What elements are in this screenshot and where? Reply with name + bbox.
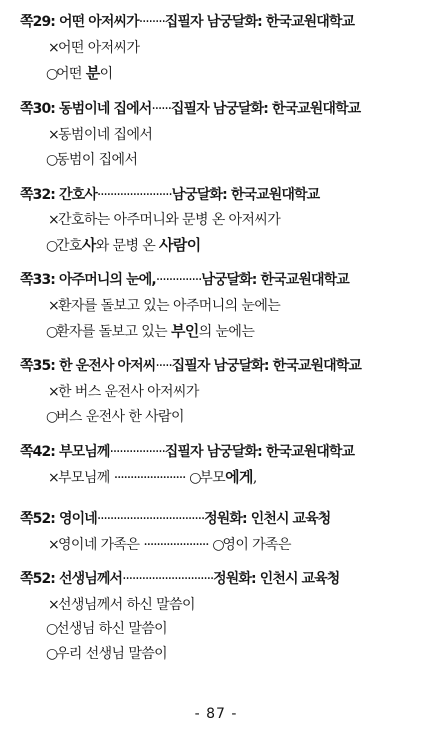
correct-text: 버스 운전사 한 사람이: [56, 409, 184, 425]
page-number: - 87 -: [194, 706, 238, 722]
entry-affiliation: 한국교원대학교: [265, 444, 355, 460]
dot-leader: ····················: [143, 537, 209, 553]
incorrect-line: [48, 39, 139, 57]
correct-text: 와 문병 온: [95, 238, 159, 254]
entry-heading: [20, 100, 360, 118]
entry-affiliation: 한국교원대학교: [260, 272, 349, 288]
cross-mark-icon: ×: [48, 470, 60, 486]
entry-title: 영이네: [59, 511, 97, 527]
page-ref: 쪽42:: [20, 444, 56, 460]
entry-heading: [20, 271, 349, 289]
incorrect-text: 간호하는 아주머니와 문병 온 아저씨가: [58, 212, 281, 228]
page-ref: 쪽52:: [20, 511, 56, 527]
incorrect-line: [48, 468, 257, 487]
entry-heading: [20, 510, 330, 528]
entry-title: 간호사: [59, 187, 97, 203]
dot-leader: ·································: [96, 511, 205, 527]
page-ref: 쪽32:: [20, 187, 56, 203]
incorrect-text: 한 버스 운전사 아저씨가: [58, 384, 199, 400]
incorrect-line: [48, 596, 195, 614]
page-ref: 쪽29:: [20, 14, 56, 30]
correct-line: [46, 236, 201, 255]
incorrect-line: [48, 297, 280, 315]
cross-mark-icon: ×: [48, 537, 60, 553]
entry-affiliation: 한국교원대학교: [230, 187, 320, 203]
dot-leader: ······: [151, 101, 171, 117]
entry-title: 동범이네 집에서: [59, 101, 152, 117]
correct-line: [46, 620, 167, 638]
entry-affiliation: 인천시 교육청: [250, 511, 331, 527]
circle-mark-icon: ○: [189, 470, 201, 486]
cross-mark-icon: ×: [48, 40, 60, 56]
dot-leader: ·····: [155, 358, 172, 374]
page-ref: 쪽52:: [20, 571, 56, 587]
entry-author: 집필자 남궁달화:: [170, 101, 268, 117]
correct-text: 우리 선생님 말씀이: [56, 646, 168, 662]
cross-mark-icon: ×: [48, 298, 60, 314]
incorrect-text: 부모님께: [58, 470, 110, 486]
circle-mark-icon: ○: [212, 537, 225, 553]
entry-title: 아주머니의 눈에,: [59, 272, 156, 288]
entry-title: 부모님께: [59, 444, 110, 460]
incorrect-text: 동범이네 집에서: [58, 127, 153, 143]
cross-mark-icon: ×: [48, 384, 60, 400]
dot-leader: ····························: [122, 571, 214, 587]
correct-text: 어떤: [56, 66, 86, 82]
correct-text: 선생님 하신 말씀이: [56, 621, 168, 637]
entry-title: 선생님께서: [59, 571, 123, 587]
correct-line: [46, 408, 184, 426]
correct-line: [46, 64, 113, 83]
entry-heading: [20, 13, 354, 31]
entry-author: 남궁달화:: [171, 187, 227, 203]
circle-mark-icon: ○: [46, 409, 58, 425]
circle-mark-icon: ○: [46, 324, 58, 340]
entry-affiliation: 한국교원대학교: [272, 358, 361, 374]
entry-author: 남궁달화:: [201, 272, 257, 288]
emphasized-word: 사람이: [159, 236, 201, 254]
page-ref: 쪽33:: [20, 272, 56, 288]
entry-heading: [20, 443, 354, 461]
entry-author: 정원화:: [204, 511, 247, 527]
circle-mark-icon: ○: [46, 621, 58, 637]
cross-mark-icon: ×: [48, 597, 60, 613]
cross-mark-icon: ×: [48, 212, 60, 228]
emphasized-word: 사: [81, 236, 96, 254]
correct-text: 환자를 돌보고 있는: [56, 324, 171, 340]
incorrect-text: 선생님께서 하신 말씀이: [58, 597, 195, 613]
entry-title: 한 운전사 아저씨: [59, 358, 156, 374]
correct-line-alternate: [46, 645, 167, 663]
correct-text: 의 눈에는: [198, 324, 255, 340]
correct-line: [46, 322, 254, 341]
entry-heading: [20, 570, 339, 588]
incorrect-line: [48, 126, 152, 144]
entry-heading: [20, 186, 319, 204]
incorrect-line: [48, 211, 280, 229]
emphasized-word: 에게: [225, 468, 253, 486]
incorrect-text: 환자를 돌보고 있는 아주머니의 눈에는: [58, 298, 281, 314]
circle-mark-icon: ○: [46, 646, 58, 662]
page-ref: 쪽35:: [20, 358, 56, 374]
incorrect-text: 어떤 아저씨가: [58, 40, 140, 56]
dot-leader: ········: [138, 14, 165, 30]
correct-text: 영이 가족은: [222, 537, 291, 553]
dot-leader: ·······················: [96, 187, 172, 203]
incorrect-line: [48, 383, 199, 401]
page-ref: 쪽30:: [20, 101, 56, 117]
entry-affiliation: 인천시 교육청: [259, 571, 340, 587]
entry-affiliation: 한국교원대학교: [271, 101, 361, 117]
correct-text: ,: [252, 470, 257, 486]
entry-author: 집필자 남궁달화:: [164, 14, 262, 30]
circle-mark-icon: ○: [46, 238, 58, 254]
entry-author: 집필자 남궁달화:: [171, 358, 269, 374]
cross-mark-icon: ×: [48, 127, 60, 143]
dot-leader: ··············: [155, 272, 202, 288]
correct-line: [46, 151, 137, 169]
dot-leader: ·················: [109, 444, 165, 460]
entry-title: 어떤 아저씨가: [59, 14, 139, 30]
entry-author: 집필자 남궁달화:: [164, 444, 262, 460]
emphasized-word: 부인: [170, 322, 199, 340]
incorrect-text: 영이네 가족은: [58, 537, 140, 553]
circle-mark-icon: ○: [46, 66, 58, 82]
entry-author: 정원화:: [213, 571, 256, 587]
correct-text: 부모: [199, 470, 226, 486]
incorrect-line: [48, 536, 291, 554]
emphasized-word: 분: [85, 64, 100, 82]
entry-heading: [20, 357, 361, 375]
entry-affiliation: 한국교원대학교: [265, 14, 355, 30]
correct-text: 이: [99, 66, 113, 82]
correct-text: 동범이 집에서: [56, 152, 138, 168]
circle-mark-icon: ○: [46, 152, 58, 168]
correct-text: 간호: [56, 238, 82, 254]
dot-leader: ······················: [113, 470, 186, 486]
